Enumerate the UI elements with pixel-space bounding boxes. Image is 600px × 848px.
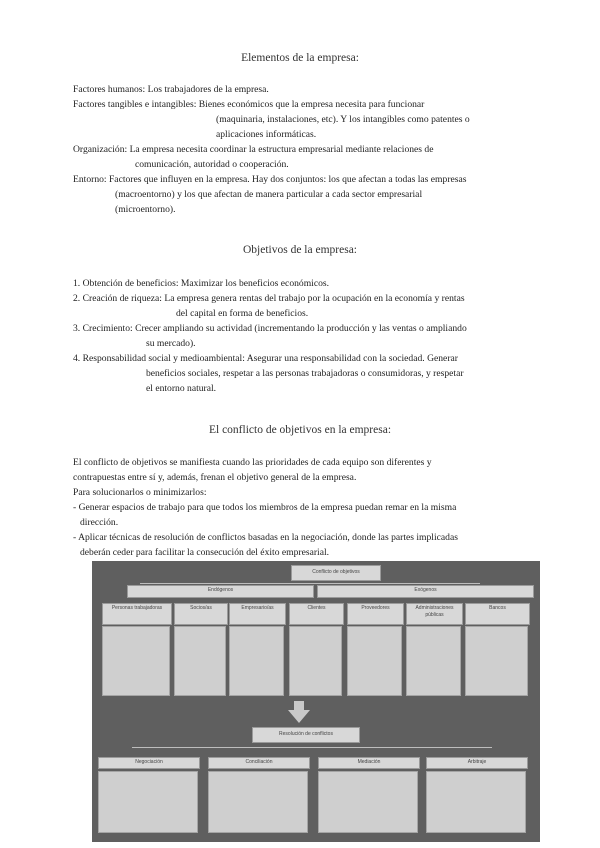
group-label: Administraciones públicas (415, 605, 454, 618)
text-line: Entorno: Factores que influyen en la empresa. Hay dos conjuntos: los que afectan a todas las empresas (73, 174, 467, 185)
group-body (174, 626, 226, 696)
text-line: Factores humanos: Los trabajadores de la empresa. (73, 84, 269, 95)
text-line: 1. Obtención de beneficios: Maximizar los beneficios económicos. (73, 278, 330, 289)
method-body (426, 771, 526, 833)
group-box (347, 603, 404, 625)
group-box (465, 603, 530, 625)
text-line: contrapuestas entre sí y, además, frenan el objetivo general de la empresa. (73, 472, 357, 483)
text-line: el entorno natural. (146, 383, 217, 394)
group-label: Bancos (489, 605, 506, 611)
group-body (102, 626, 170, 696)
method-label: Conciliación (245, 759, 273, 765)
section-title-conflicto: El conflicto de objetivos en la empresa: (208, 424, 392, 436)
text-line: - Aplicar técnicas de resolución de conflictos basadas en la negociación, donde las partes implicadas (73, 532, 458, 543)
resolucion-box (252, 727, 360, 743)
method-box (98, 757, 200, 769)
group-body (289, 626, 342, 696)
group-box (229, 603, 286, 625)
text-line: beneficios sociales, respetar a las personas trabajadoras o consumidoras, y respetar (146, 368, 464, 379)
method-box (426, 757, 528, 769)
exogenos-label: Exógenos (414, 587, 437, 593)
group-box (406, 603, 463, 625)
section-title-objetivos: Objetivos de la empresa: (242, 244, 357, 256)
method-label: Negociación (135, 759, 163, 765)
section-title-elementos: Elementos de la empresa: (241, 52, 359, 64)
group-label: Socios/as (190, 605, 212, 611)
method-body (318, 771, 418, 833)
connector (132, 747, 492, 748)
method-body (208, 771, 308, 833)
text-line: (macroentorno) y los que afectan de manera particular a cada sector empresarial (115, 189, 423, 200)
text-line: su mercado). (146, 338, 196, 349)
group-box (289, 603, 344, 625)
group-body (229, 626, 284, 696)
text-line: comunicación, autoridad o cooperación. (135, 159, 289, 170)
exogenos-box (317, 585, 534, 598)
text-line: aplicaciones informáticas. (216, 129, 317, 140)
group-box (174, 603, 228, 625)
down-arrow-icon (288, 701, 310, 723)
group-body (465, 626, 528, 696)
diagram-title-box (291, 565, 381, 581)
group-body (406, 626, 461, 696)
text-line: Factores tangibles e intangibles: Bienes económicos que la empresa necesita para funcionar (73, 99, 425, 110)
endogenos-label: Endógenos (207, 587, 234, 593)
text-line: Para solucionarlos o minimizarlos: (73, 487, 207, 498)
text-line: 2. Creación de riqueza: La empresa genera rentas del trabajo por la ocupación en la economía y rentas (73, 293, 465, 304)
text-line: Organización: La empresa necesita coordinar la estructura empresarial mediante relaciones de (73, 144, 434, 155)
group-label: Proveedores (361, 605, 390, 611)
diagram-photo (92, 561, 540, 842)
group-box (102, 603, 172, 625)
text-line: del capital en forma de beneficios. (176, 308, 309, 319)
connector (140, 583, 480, 584)
method-label: Mediación (357, 759, 381, 765)
text-line: (maquinaria, instalaciones, etc). Y los intangibles como patentes o (216, 114, 470, 125)
endogenos-box (127, 585, 314, 598)
text-line: 4. Responsabilidad social y medioambiental: Asegurar una responsabilidad con la sociedad. Generar (73, 353, 458, 364)
group-label: Clientes (307, 605, 326, 611)
method-box (318, 757, 420, 769)
text-line: El conflicto de objetivos se manifiesta cuando las prioridades de cada equipo son diferentes y (73, 457, 432, 468)
method-box (208, 757, 310, 769)
text-line: - Generar espacios de trabajo para que todos los miembros de la empresa puedan remar en la misma (73, 502, 457, 513)
method-label: Arbitraje (467, 759, 487, 765)
text-line: 3. Crecimiento: Crecer ampliando su actividad (incrementando la producción y las ventas o ampliando (73, 323, 467, 334)
text-line: (microentorno). (115, 204, 176, 215)
diagram-title: Conflicto de objetivos (312, 569, 360, 575)
group-label: Personas trabajadoras (111, 605, 163, 611)
method-body (98, 771, 198, 833)
group-body (347, 626, 402, 696)
group-label: Empresario/as (241, 605, 274, 611)
resolucion-label: Resolución de conflictos (279, 731, 333, 737)
text-line: dirección. (80, 517, 119, 528)
text-line: deberán ceder para facilitar la consecución del éxito empresarial. (80, 547, 330, 558)
